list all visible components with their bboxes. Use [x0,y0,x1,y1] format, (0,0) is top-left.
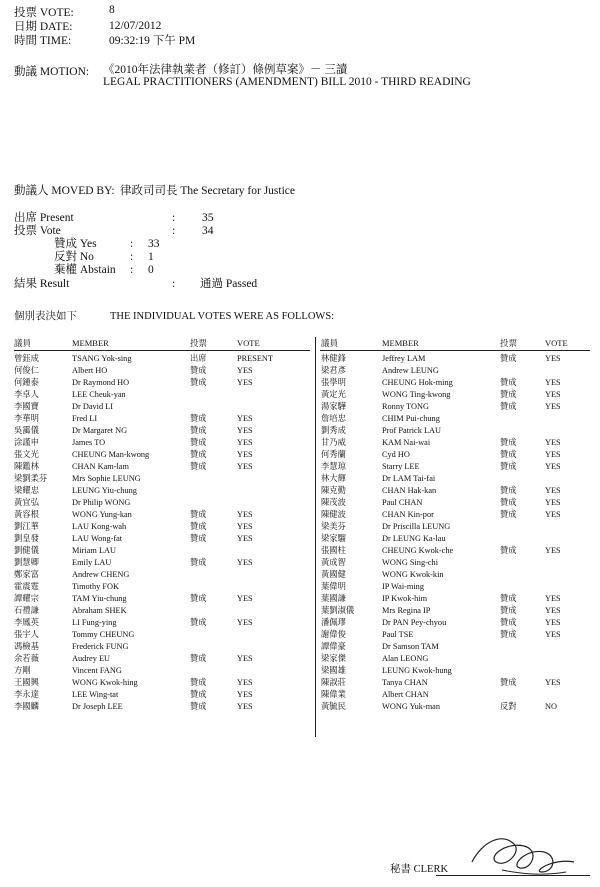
member-name-en: Dr Philip WONG [72,498,131,507]
member-name-zh: 陳茂波 [321,498,346,507]
member-name-en: Tommy CHEUNG [72,630,135,639]
member-name-en: Mrs Sophie LEUNG [72,474,141,483]
member-name-zh: 李永達 [14,690,39,699]
member-name-zh: 李慧琼 [321,462,346,471]
member-name-en: Dr PAN Pey-chyou [382,618,447,627]
member-name-en: Frederick FUNG [72,642,129,651]
table-row [0,353,600,365]
vote-zh: 贊成 [500,498,517,507]
summary-colon: : [172,212,176,224]
motion-title-zh: 《2010年法律執業者（修訂）條例草案》－ 三讀 [103,64,348,76]
date-label: 日期 DATE: [14,21,73,33]
vote-en: YES [545,390,561,399]
member-name-en: KAM Nai-wai [382,438,431,447]
member-name-en: Albert HO [72,366,108,375]
member-name-zh: 劉江華 [14,522,39,531]
member-name-zh: 梁君彥 [321,366,346,375]
member-name-zh: 李鳳英 [14,618,39,627]
member-name-en: Fred LI [72,414,98,423]
member-name-en: Mrs Regina IP [382,606,431,615]
member-name-zh: 湯家驊 [321,402,346,411]
header-member-en: MEMBER [72,338,109,348]
result-value: 通過 Passed [200,278,258,290]
member-name-en: Timothy FOK [72,582,119,591]
vote-en: YES [237,426,253,435]
member-name-zh: 石禮謙 [14,606,39,615]
member-name-en: LI Fung-ying [72,618,117,627]
individual-votes-label-en: THE INDIVIDUAL VOTES WERE AS FOLLOWS: [110,311,335,322]
member-name-zh: 林大輝 [321,474,346,483]
member-name-zh: 譚偉豪 [321,642,346,651]
member-name-zh: 劉健儀 [14,546,39,555]
member-name-zh: 余若薇 [14,654,39,663]
vote-zh: 贊成 [500,378,517,387]
member-name-zh: 李國寶 [14,402,39,411]
vote-en: PRESENT [237,354,273,363]
vote-zh: 贊成 [500,402,517,411]
time-label: 時間 TIME: [14,35,72,47]
member-name-zh: 張宇人 [14,630,39,639]
abstain-value: 0 [148,264,154,276]
vote-en: YES [545,354,561,363]
member-name-en: Audrey EU [72,654,111,663]
table-row [0,521,600,533]
member-name-en: Jeffrey LAM [382,354,426,363]
member-name-en: Abraham SHEK [72,606,127,615]
vote-count-value: 34 [202,225,214,237]
vote-zh: 贊成 [190,438,207,447]
summary-colon: : [130,251,134,263]
table-row [0,557,600,569]
table-row [0,677,600,689]
member-name-zh: 何秀蘭 [321,450,346,459]
member-name-en: Ronny TONG [382,402,429,411]
vote-zh: 贊成 [190,558,207,567]
vote-en: YES [237,702,253,711]
individual-votes-label-zh: 個別表決如下 [14,311,77,322]
vote-zh: 贊成 [500,450,517,459]
vote-zh: 反對 [500,702,517,711]
table-row [0,413,600,425]
member-name-en: Tanya CHAN [382,678,428,687]
member-name-en: Vincent FANG [72,666,122,675]
member-name-en: LAU Kong-wah [72,522,127,531]
abstain-label: 棄權 Abstain [54,264,116,276]
vote-zh: 贊成 [190,534,207,543]
member-name-en: Andrew CHENG [72,570,130,579]
signature-underline [502,870,566,874]
member-name-en: WONG Ting-kwong [382,390,451,399]
member-name-zh: 李卓人 [14,390,39,399]
vote-zh: 贊成 [190,594,207,603]
signature-icon [462,822,582,882]
vote-en: YES [545,618,561,627]
member-name-en: LAU Wong-fat [72,534,123,543]
vote-en: YES [237,438,253,447]
vote-en: YES [545,462,561,471]
member-name-en: WONG Yuk-man [382,702,440,711]
vote-en: YES [545,450,561,459]
vote-en: YES [545,678,561,687]
member-name-en: James TO [72,438,106,447]
header-vote-zh: 投票 [190,338,208,348]
table-row [0,401,600,413]
member-name-en: LEUNG Kwok-hung [382,666,452,675]
member-name-zh: 方剛 [14,666,31,675]
member-name-zh: 劉皇發 [14,534,39,543]
header-vote-en: VOTE [545,338,568,348]
member-name-en: CHAN Hak-kan [382,486,437,495]
member-name-zh: 何鍾泰 [14,378,39,387]
member-name-zh: 梁耀忠 [14,486,39,495]
member-name-en: WONG Sing-chi [382,558,438,567]
table-row [0,617,600,629]
table-row [0,497,600,509]
vote-en: YES [545,594,561,603]
member-name-zh: 張學明 [321,378,346,387]
vote-en: YES [237,534,253,543]
member-name-zh: 詹培忠 [321,414,346,423]
vote-zh: 贊成 [500,438,517,447]
member-name-en: CHEUNG Kwok-che [382,546,454,555]
table-row [0,365,600,377]
vote-zh: 贊成 [500,630,517,639]
summary-colon: : [130,264,134,276]
member-name-en: Dr Margaret NG [72,426,128,435]
table-row [0,425,600,437]
member-name-zh: 鄭家富 [14,570,39,579]
clerk-label: 秘書 CLERK [390,864,449,875]
vote-en: YES [545,378,561,387]
member-name-zh: 張國柱 [321,546,346,555]
vote-en: YES [237,654,253,663]
vote-zh: 贊成 [500,354,517,363]
member-name-zh: 林健鋒 [321,354,346,363]
table-row [0,485,600,497]
vote-zh: 贊成 [190,510,207,519]
member-name-en: Starry LEE [382,462,420,471]
header-member-en: MEMBER [382,338,419,348]
header-vote-en: VOTE [237,338,260,348]
member-name-zh: 甘乃威 [321,438,346,447]
result-label: 結果 Result [14,278,70,290]
member-name-en: Andrew LEUNG [382,366,439,375]
member-name-zh: 梁家傑 [321,654,346,663]
summary-colon: : [130,238,134,250]
vote-zh: 贊成 [500,546,517,555]
member-name-zh: 陳健波 [321,510,346,519]
vote-zh: 贊成 [190,366,207,375]
header-rule [320,350,590,351]
member-name-en: IP Kwok-him [382,594,428,603]
vote-zh: 贊成 [190,522,207,531]
vote-zh: 贊成 [500,486,517,495]
vote-zh: 出席 [190,354,207,363]
table-row [0,473,600,485]
vote-zh: 贊成 [190,678,207,687]
member-name-zh: 梁劉柔芬 [14,474,48,483]
member-name-en: Alan LEONG [382,654,429,663]
member-name-zh: 涂謹申 [14,438,39,447]
member-name-zh: 李國麟 [14,702,39,711]
vote-zh: 贊成 [190,702,207,711]
table-row [0,377,600,389]
vote-zh: 贊成 [190,426,207,435]
table-row [0,701,600,713]
table-row [0,533,600,545]
header-member-zh: 議員 [321,338,339,348]
vote-zh: 贊成 [500,606,517,615]
header-vote-zh: 投票 [500,338,518,348]
table-row [0,389,600,401]
present-value: 35 [202,212,214,224]
signature-stroke [472,839,574,872]
member-name-en: Paul CHAN [382,498,423,507]
member-name-en: Dr Joseph LEE [72,702,123,711]
mover-value: 律政司司長 The Secretary for Justice [120,185,296,197]
member-name-zh: 陳鑑林 [14,462,39,471]
table-row [0,545,600,557]
vote-en: NO [545,702,557,711]
member-name-zh: 劉慧卿 [14,558,39,567]
vote-en: YES [237,678,253,687]
member-name-zh: 葉國謙 [321,594,346,603]
member-name-en: Dr Samson TAM [382,642,439,651]
vote-en: YES [237,510,253,519]
vote-en: YES [237,378,253,387]
vote-number-value: 8 [109,4,115,16]
member-name-en: Dr LEUNG Ka-lau [382,534,446,543]
table-row [0,641,600,653]
member-name-zh: 譚耀宗 [14,594,39,603]
no-label: 反對 No [54,251,94,263]
member-name-en: CHEUNG Hok-ming [382,378,453,387]
yes-label: 贊成 Yes [54,238,97,250]
member-name-zh: 謝偉俊 [321,630,346,639]
vote-en: YES [237,690,253,699]
vote-zh: 贊成 [500,462,517,471]
member-name-zh: 劉秀成 [321,426,346,435]
member-name-zh: 黃宜弘 [14,498,39,507]
member-name-en: WONG Kwok-hing [72,678,138,687]
member-name-zh: 黃國健 [321,570,346,579]
vote-en: YES [237,450,253,459]
member-name-en: Albert CHAN [382,690,429,699]
member-name-zh: 梁美芬 [321,522,346,531]
member-name-en: WONG Kwok-kin [382,570,444,579]
no-value: 1 [148,251,154,263]
member-name-en: LEE Cheuk-yan [72,390,126,399]
member-name-zh: 馮檢基 [14,642,39,651]
member-name-en: TAM Yiu-chung [72,594,127,603]
header-rule [14,350,310,351]
vote-en: YES [237,618,253,627]
member-name-en: Dr David LI [72,402,114,411]
table-row [0,653,600,665]
table-row [0,665,600,677]
vote-zh: 贊成 [500,390,517,399]
vote-zh: 贊成 [190,462,207,471]
vote-zh: 贊成 [190,450,207,459]
vote-en: YES [237,522,253,531]
table-row [0,581,600,593]
member-name-zh: 何俊仁 [14,366,39,375]
member-name-en: CHIM Pui-chung [382,414,440,423]
vote-en: YES [545,486,561,495]
table-row [0,449,600,461]
member-name-zh: 王國興 [14,678,39,687]
member-name-zh: 潘佩璆 [321,618,346,627]
member-name-zh: 黃毓民 [321,702,346,711]
member-name-en: CHEUNG Man-kwong [72,450,150,459]
member-name-en: IP Wai-ming [382,582,424,591]
member-name-en: LEUNG Yiu-chung [72,486,137,495]
member-name-zh: 葉劉淑儀 [321,606,355,615]
member-name-en: CHAN Kam-lam [72,462,129,471]
member-name-en: Prof Patrick LAU [382,426,441,435]
vote-en: YES [237,594,253,603]
present-label: 出席 Present [14,212,74,224]
vote-en: YES [545,606,561,615]
member-name-zh: 陳克勤 [321,486,346,495]
vote-en: YES [237,366,253,375]
member-name-en: Paul TSE [382,630,414,639]
vote-zh: 贊成 [500,510,517,519]
vote-zh: 贊成 [190,690,207,699]
member-name-zh: 葉偉明 [321,582,346,591]
vote-en: YES [545,402,561,411]
yes-value: 33 [148,238,160,250]
vote-zh: 贊成 [190,378,207,387]
table-row [0,689,600,701]
vote-en: YES [237,462,253,471]
vote-zh: 贊成 [190,618,207,627]
member-name-zh: 黃容根 [14,510,39,519]
member-name-zh: 黃成智 [321,558,346,567]
member-name-zh: 李華明 [14,414,39,423]
member-name-en: Dr Priscilla LEUNG [382,522,451,531]
vote-en: YES [237,414,253,423]
motion-title-en: LEGAL PRACTITIONERS (AMENDMENT) BILL 2010 - THIRD READING [103,76,471,88]
table-row [0,461,600,473]
table-row [0,509,600,521]
table-row [0,437,600,449]
table-row [0,605,600,617]
table-row [0,593,600,605]
member-name-en: LEE Wing-tat [72,690,119,699]
member-name-en: TSANG Yok-sing [72,354,132,363]
member-name-zh: 陳偉業 [321,690,346,699]
vote-zh: 贊成 [190,414,207,423]
time-value: 09:32:19 下午 PM [109,35,196,47]
member-name-zh: 梁家騮 [321,534,346,543]
vote-zh: 贊成 [500,594,517,603]
summary-colon: : [172,225,176,237]
member-name-en: CHAN Kin-por [382,510,434,519]
vote-en: YES [237,558,253,567]
vote-zh: 贊成 [190,654,207,663]
mover-label: 動議人 MOVED BY: [14,185,115,197]
vote-en: YES [545,498,561,507]
vote-en: YES [545,630,561,639]
member-name-en: Emily LAU [72,558,112,567]
member-name-en: Cyd HO [382,450,410,459]
member-name-zh: 吳靄儀 [14,426,39,435]
vote-en: YES [545,546,561,555]
member-name-en: Dr LAM Tai-fai [382,474,436,483]
member-name-en: Miriam LAU [72,546,117,555]
vote-zh: 贊成 [500,678,517,687]
table-row [0,629,600,641]
vote-number-label: 投票 VOTE: [14,7,74,19]
header-member-zh: 議員 [14,338,32,348]
member-name-en: WONG Yung-kan [72,510,132,519]
member-name-zh: 黃定光 [321,390,346,399]
member-name-zh: 曾鈺成 [14,354,39,363]
summary-colon: : [172,278,176,290]
member-name-zh: 陳淑莊 [321,678,346,687]
vote-zh: 贊成 [500,618,517,627]
vote-en: YES [545,510,561,519]
member-name-zh: 張文光 [14,450,39,459]
member-name-zh: 霍震霆 [14,582,39,591]
table-row [0,569,600,581]
member-name-zh: 梁國雄 [321,666,346,675]
motion-label: 動議 MOTION: [14,66,90,78]
date-value: 12/07/2012 [109,20,162,32]
vote-count-label: 投票 Vote [14,225,61,237]
member-name-en: Dr Raymond HO [72,378,130,387]
vote-en: YES [545,438,561,447]
